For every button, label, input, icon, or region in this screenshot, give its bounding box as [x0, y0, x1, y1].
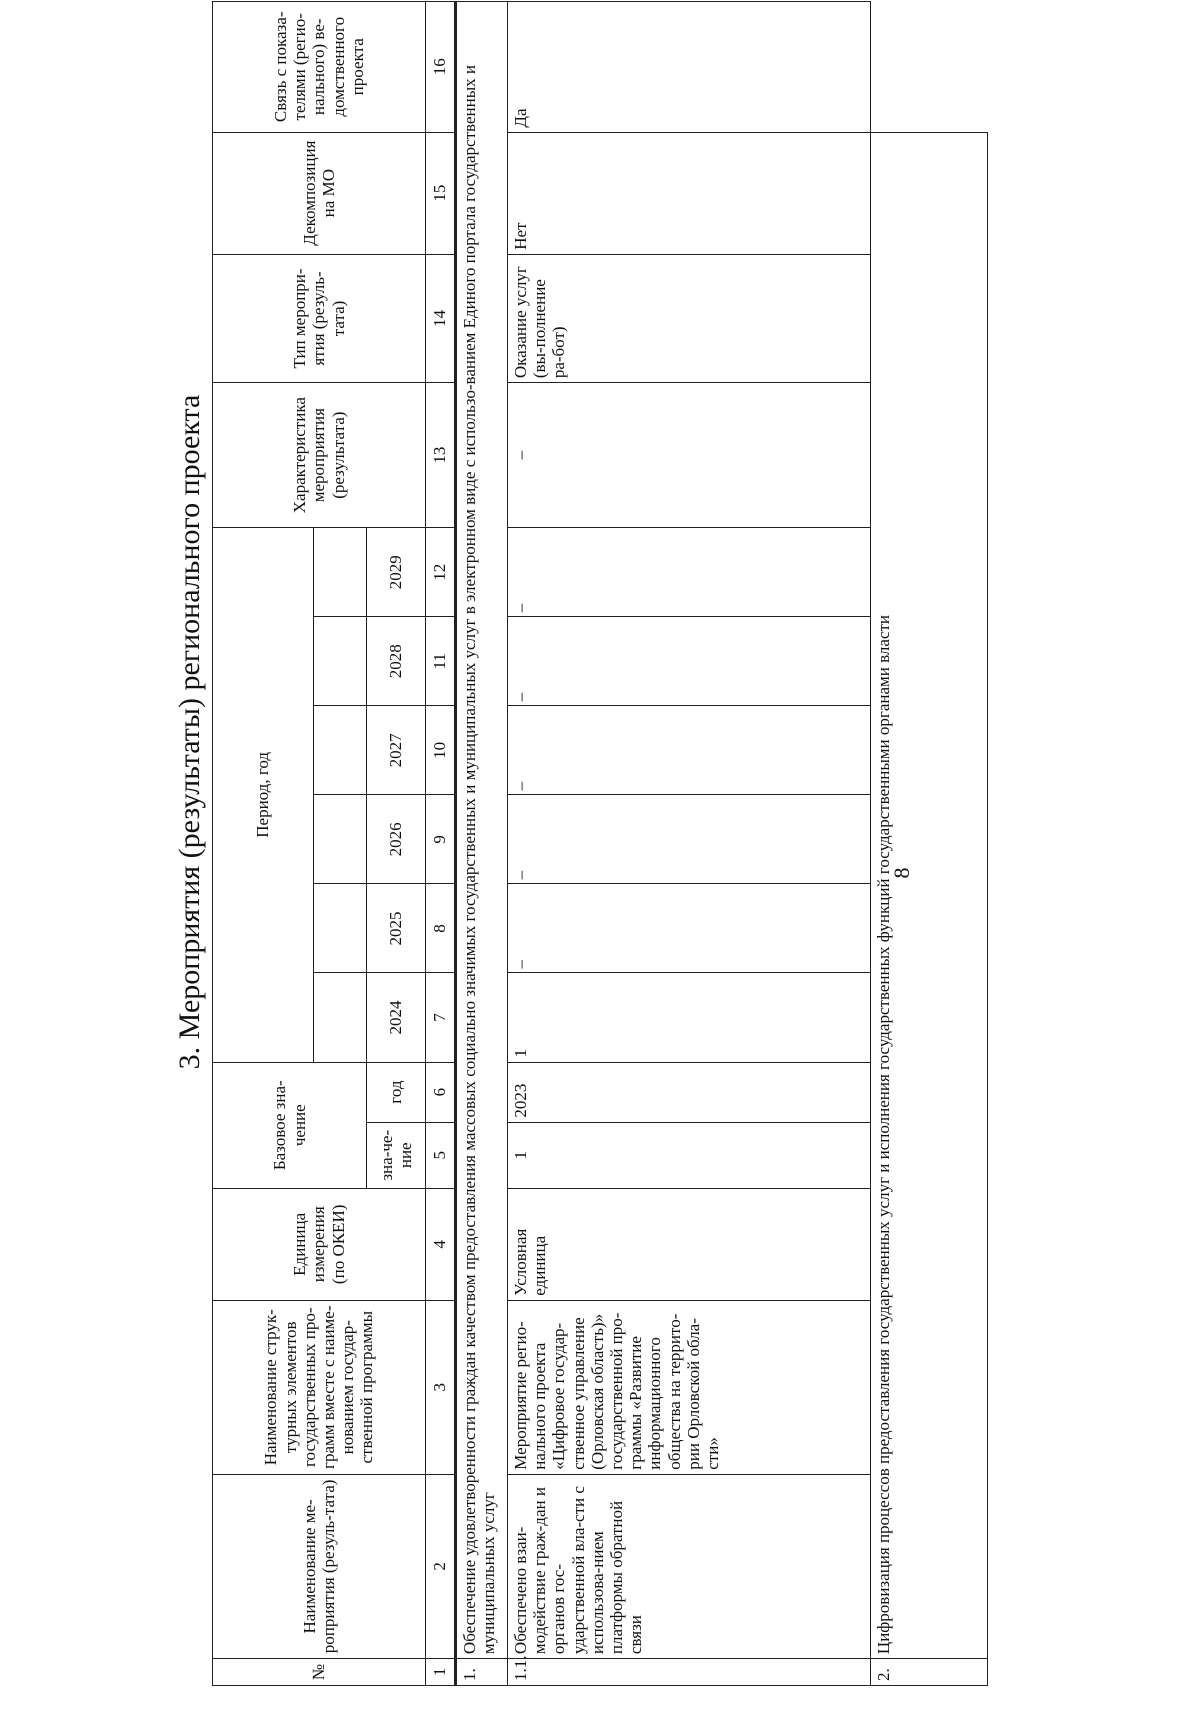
header-year-spacer: [314, 706, 367, 795]
item-number: 1.1.: [508, 1659, 871, 1686]
item-2026: –: [508, 795, 871, 884]
item-2025: –: [508, 884, 871, 973]
header-year-spacer: [314, 973, 367, 1062]
header-year-spacer: [314, 617, 367, 706]
header-base: Базовое зна-чение: [213, 1062, 367, 1188]
header-base-value: зна-че-ние: [367, 1122, 426, 1188]
column-numbers-row: [426, 2, 456, 1686]
column-number: 8: [426, 884, 456, 973]
header-year-spacer: [314, 795, 367, 884]
header-name: Наименование ме-роприятия (резуль-тата): [213, 1474, 426, 1658]
events-table: [212, 1, 988, 1686]
section-text: Обеспечение удовлетворенности граждан качеством предоставления массовых социально значимых государственных и муниципальных услуг в электронном виде с использо-ванием Единого портала государственных и муниципальных услуг: [456, 2, 508, 1659]
header-year-2026: 2026: [367, 795, 426, 884]
item-name: Обеспечено взаи-модействие граж-дан и органов гос-ударственной вла-сти с использова-нием платформы обратной связи: [508, 1474, 871, 1658]
blank-cell: [871, 2, 988, 133]
section-text: Цифровизация процессов предоставления государственных услуг и исполнения государственных функций государственными органами власти: [871, 132, 988, 1659]
column-number: 12: [426, 528, 456, 617]
header-type: Тип меропри-ятия (резуль-тата): [213, 254, 426, 382]
header-struct: Наименование струк-турных элементов государственных про-грамм вместе с наиме-нованием государ-ственной программы: [213, 1300, 426, 1474]
header-year-spacer: [314, 528, 367, 617]
section-number: 2.: [871, 1659, 988, 1686]
header-year-2028: 2028: [367, 617, 426, 706]
item-characteristic: –: [508, 383, 871, 528]
header-link: Связь с показа-телями (регио-нального) ве-домственного проекта: [213, 2, 426, 133]
table-row: [508, 2, 871, 1686]
header-year-spacer: [314, 884, 367, 973]
column-number: 11: [426, 617, 456, 706]
header-characteristic: Характеристика мероприятия (результата): [213, 383, 426, 528]
section-row: [456, 2, 508, 1686]
column-number: 3: [426, 1300, 456, 1474]
column-number: 1: [426, 1659, 456, 1686]
item-2028: –: [508, 617, 871, 706]
item-unit: Условная единица: [508, 1188, 871, 1300]
item-type: Оказание услуг (вы-полнение ра-бот): [508, 254, 871, 382]
header-year-2029: 2029: [367, 528, 426, 617]
column-number: 6: [426, 1062, 456, 1122]
item-struct: Мероприятие регио-нального проекта «Цифровое государ-ственное управление (Орловская область)» государственной про-граммы «Развитие информационного общества на террито-рии Орловской обла-сти»: [508, 1300, 871, 1474]
column-number: 5: [426, 1122, 456, 1188]
page-number: 8: [889, 867, 914, 879]
column-number: 4: [426, 1188, 456, 1300]
section-title: 3. Мероприятия (результаты) регионального проекта: [173, 394, 206, 1070]
column-number: 13: [426, 383, 456, 528]
header-year-2025: 2025: [367, 884, 426, 973]
column-number: 14: [426, 254, 456, 382]
column-number: 2: [426, 1474, 456, 1658]
item-2024: 1: [508, 973, 871, 1062]
section-row: [871, 2, 988, 1686]
item-2029: –: [508, 528, 871, 617]
item-link: Да: [508, 2, 871, 133]
item-2027: –: [508, 706, 871, 795]
header-base-year: год: [367, 1062, 426, 1122]
header-year-2027: 2027: [367, 706, 426, 795]
section-number: 1.: [456, 1659, 508, 1686]
header-decomposition: Декомпозиция на МО: [213, 132, 426, 254]
header-unit: Единица измерения (по ОКЕИ): [213, 1188, 426, 1300]
column-number: 9: [426, 795, 456, 884]
events-table-wrapper: [212, 1, 1062, 1686]
header-num: №: [213, 1659, 426, 1686]
item-base-year: 2023: [508, 1062, 871, 1122]
item-base-value: 1: [508, 1122, 871, 1188]
column-number: 10: [426, 706, 456, 795]
item-decomposition: Нет: [508, 132, 871, 254]
header-year-2024: 2024: [367, 973, 426, 1062]
column-number: 16: [426, 2, 456, 133]
column-number: 15: [426, 132, 456, 254]
header-period: Период, год: [213, 528, 314, 1062]
column-number: 7: [426, 973, 456, 1062]
